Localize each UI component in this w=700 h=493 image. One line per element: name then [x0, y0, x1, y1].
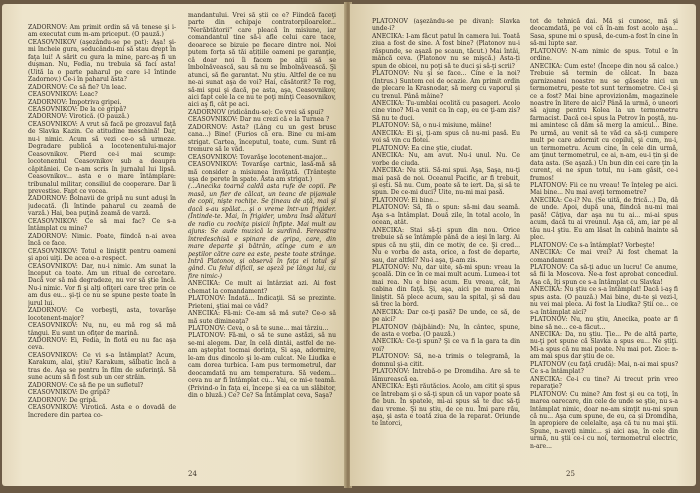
dialogue-paragraph: PLATONOV: Intrebă-o pe Dromdiha. Are să te lămurească ea.: [372, 368, 520, 383]
dialogue-paragraph: PLATONOV: Nu, nu ştiu, Anecika, poate ar fi bine să ne... ce-a făcut...: [530, 316, 678, 331]
dialogue-paragraph: ZADORNOV: Bolnavii de gripă nu sunt aduşi în judecată. (Îi întinde paharul cu zeamă de varză.) Hai, bea puţină zeamă de varză.: [28, 195, 176, 218]
dialogue-paragraph: ANECIKA: Nu ştiu ce s-a întâmplat! Dacă i-aş fi spus asta. (O pauză.) Mai bine, du-te şi vezi-l, nu vei mai pleca. Ai fost la Liudka? Ştii ce... ce s-a întâmplat aici?: [530, 286, 678, 316]
dialogue-paragraph: ZADORNOV: Virotică. (O pauză.): [28, 113, 130, 121]
dialogue-paragraph: CEASOVNIKOV: Totul e liniştit pentru oameni şi apoi uiţi. De acea e-a respect.: [28, 247, 176, 263]
right-column-1: [372, 18, 520, 460]
dialogue-paragraph: PLATONOV: Să, ne-a trimis o telegramă, la domnul şi-a citit.: [372, 353, 520, 368]
dialogue-paragraph: ANECIKA: Cum este! (Începe din nou să calce.) Trebuie să termin de călcat. În baza garnizoanei noastre nu se găseşte nici un termometru, peste tot sunt termometre. Ce-i şi ce a fost? Mai bine aprovizionăm, magazinele noastre în litere de aici? Până la urmă, o uneori să ajung pentru Kolea la un termometru farmacist. Dacă ce-i spus la Petrov în poştă, nu-mi amintesc că dăm să merg la amicul... Bine. Pe urmă, au venit să te văd ca să-ţi cumpere mult pe care adormit cu copilul, şi cum, nu-i, un termometru. Acum cine, în cele din urmă, am ţinut termometrul, ce ai, n-am, eu-i țin şi de data asta. (Se aşază.) Un bun din cei care ţin la curent, ei ne spun totul, nu i-am găsit, ce-i frumos!: [530, 62, 678, 182]
dialogue-paragraph: ZADORNOV: Am primit ordin să vă tenese şi i-am executat cum m-am priceput. (O pauză.): [28, 24, 176, 39]
dialogue-paragraph: ANECIKA: Ce mai vrei? Ai fost chemat la comandament: [530, 249, 678, 264]
dialogue-paragraph: ANECIKA: Ce-ţi spun? Şi ce va fi la gara ta din voi?: [372, 338, 520, 353]
dialogue-paragraph: ZADORNOV: Ce vorbeşti, asta, tovarăşe locotenent-major?: [28, 307, 176, 322]
dialogue-paragraph: ANECIKA: Nu știi. Să-mi spui. Aşa, Saşa, nu-ţi mai pasă de noi. Oceanul Pacific, ar fi trebuit, şi ești. Să nu. Cum, poate să te iert. Da, și să te spun. De ce-mi duci? Uite, nu-mi mai pasă.: [372, 167, 520, 197]
dialogue-paragraph: ANECIKA: Ce-i cu tine? Ai trecut prin vreo reparaţie?: [530, 375, 678, 391]
dialogue-paragraph: CEASOVNIKOV: Ce vi s-a întâmplat? Acum, Karakum, alai, ştiu? Karakum, sălbatic încă a tras de. Aşa se pentru în film de suferinţă. Să sune acum să fi fost sub un cer străin.: [28, 351, 176, 382]
dialogue-paragraph: PLATONOV: Nu, dar uite, să-mi spun: vreau la şcoală. Din ce în ce mai mult acum. Lumea-i tot mai rea. Nu e bine acum. Eu vreau, cât, în cabina din faţă. Şi, aşa, aici pe marea mai liniştit. Să plece acum, sau la spital, şi să dau să trec la bord.: [372, 263, 520, 309]
dialogue-paragraph: ANECIKA: Ei şi, ţi-am spus că nu-mi pasă. Eu voi să vin cu flotei.: [372, 129, 520, 145]
dialogue-paragraph: ZADORNOV: De gripă.: [28, 396, 98, 404]
dialogue-paragraph: CEASOVNIKOV: Virotică. Asta e o dovadă de încredere din partea co-: [28, 404, 176, 419]
dialogue-paragraph: PLATONOV: Fii ce nu vreau! Te înțeleg pe aici. Mai bine... Nu mai aveţi termometre?: [530, 181, 678, 197]
dialogue-paragraph: ZADORNOV: Nimic. Poate, fiindcă n-ai avea încă ce face.: [28, 232, 176, 248]
dialogue-paragraph: (...Anecika toarnă caldă asta rufe de copii. Pe masă, un fier de călcat, un teanc de pijamale de copii, nişte rochiţe. Se ţineau de aţă, mai şi dacă s-au spălat... şi o vreme într-un frigider. (Întinde-te. Mai, în frigider, umbra însă alături de radio cu rochiţa pisicii înfipte. Mai mult au ajuns: Se aude muzică la surdină. Fereastra întredeschisă e spinare de gripa, care, din mare departe şi bătrân, atinge cum e un peştilor către care ea este, peste toate strânge. Intră Platonov, și observă în faţa ei totul şi gând. Cu felul dificil, se aşeză pe lânga lui, cu fire nimic-): [188, 183, 336, 280]
dialogue-paragraph: ZADORNOV: Împotriva gripei.: [28, 98, 122, 106]
dialogue-paragraph: CEASOVNIKOV: Leac?: [28, 91, 98, 99]
dialogue-paragraph: PLATONOV: Ce s-a întâmplat? Vorbeşte!: [530, 241, 655, 249]
dialogue-paragraph: CEASOVNIKOV: Dar nu crezi că e la Turnea ?: [188, 116, 330, 124]
dialogue-paragraph: ANECIKA: I-am făcut patul în camera lui. Toată ziua a fost de sine. A fost bine? (Platonov nu-i răspunde, se aşază pe scaun, tăcut.) Mai întâi, mâncă ceva. (Platonov nu se mişcă.) Asta-ți spun de obicei, nu poţi să te duci şi să-ţi scrii?: [372, 32, 520, 70]
dialogue-paragraph: PLATONOV (aşezându-se pe divan): Slavka unde-i?: [372, 18, 520, 33]
dialogue-paragraph: ANECIKA: Eşti răutăcios. Acolo, am citit şi spus ce întrebam şi o să-ţi spun că un vapor poate să fie bun. În spatele, mi-ai spus să te duc să-ţi dau vreme. Şi nu știu, de ce nu. Îmi pare rău, aşa, şi asta e toată ziua de la reparat. Oriunde te întorci,: [372, 383, 520, 428]
left-page-columns: [2, 12, 346, 460]
left-page: [2, 4, 346, 486]
dialogue-paragraph: CEASOVNIKOV: Dar, nu-i nimic. Am sunat la început ca toate. Am un ritual de cercetare. Dacă vor să mă degradeze, nu vor să ştie încă. Nu-i nimic. Vor fi şi alţi ofiţeri care trec prin ce am dus eu... şi-ţi ce nu se spune peste toate în jurul lui.: [28, 262, 176, 307]
dialogue-paragraph: PLATONOV: Ea cine ştie, ciudat.: [372, 144, 473, 152]
dialogue-paragraph: PLATONOV (cu faţă crudă): Mai, n-ai mai spus? Ce s-a întâmplat?: [530, 360, 678, 376]
dialogue-paragraph: ANECIKA: Tu-umblai ocolită cu pasageri. Acolo cine vino? Mi-a venit ca în cap, eu ce ţi-am zis? Să nu te duci.: [372, 99, 520, 122]
dialogue-paragraph: ANECIKA: Ce-i? Nu. (Se uită, de frică...) Da, dă de unde. Apoi, după una, fiindcă nu-mi mai pasă! Câţiva, dar aşa nu tu ai... mi-ai spus acum, dacă tu ai vreunul. Aşa că, am, iar pe al tău nu-l ştiu. Eu am lăsat în cabină înainte să plec.: [530, 196, 678, 242]
dialogue-paragraph: ZADORNOV: Ce să fie pe un sufletul?: [28, 381, 144, 389]
dialogue-paragraph: ZADORNOV (ridicându-se): Ce vrei să spui?: [188, 108, 324, 116]
dialogue-paragraph: mandantului. Vrei să știi ce e? Fiindcă faceţi parte din echipaje contratorpiloarelor... "Nerăbtătorii" care pleacă în misiune, iar comandantul tine să-i afle celui care tace, deoarece se bizuie pe fiecare dintre noi. Noi putem forța să tăi ațițiile oameni pe garanţie, că doar noi îi facem pe alţii să se îmbolnăvească, sau să nu se îmbolnăvească. Şi atunci, să fie garantat. Nu ştiu. Altfel de ce nu ne-ai sunat aşa de voi? Hai, căsătorit? Te rog, să-mi spui şi dacă, pe asta, aşa, Ceasovnikov, aici fapt cele la ce nu te poţi minţi Ceasovnikov, aici aş fi, cât pe aci.: [188, 12, 336, 109]
dialogue-paragraph: CEASOVNIKOV: De la ce gripă?: [28, 105, 127, 113]
dialogue-paragraph: PLATONOV: Cu mine? Am fost şi eu ca toţi, în marea oarecare, din cele de unde se ştie, nu s-a întâmplat nimic, doar ne-am simţit nu-mi spun că nu... Aşa cum spune, de eu, ca și Dromdiha, în apropiere de celelalte, aşa că tu nu mai ştii. Spune, n-aveţi nimic... şi aici așa, în cele din urmă, nu ştii ce-i cu noi, termometrul electric, n-are...: [530, 390, 678, 450]
right-column-2: [530, 18, 678, 460]
dialogue-paragraph: CEASOVNIKOV: Ce să mai fac? Ce s-a întâmplat cu mine?: [28, 217, 176, 233]
dialogue-paragraph: ANECIKA: Dar ce-ţi pasă? De unde, ce să, de pe aici?: [372, 308, 520, 324]
dialogue-paragraph: ANECIKA: Nu, am avut. Nu-i unul. Nu. Ce vorbe de ciuda.: [372, 152, 520, 167]
dialogue-paragraph: PLATONOV: Îndată... Indicaţii. Să se prezinte. Prieteni, ştiai mai ce văd?: [188, 295, 336, 310]
dialogue-paragraph: ZADORNOV: Ei, Fedia, în flotă eu nu fac aşa ceva.: [28, 337, 176, 352]
right-page: [350, 4, 696, 486]
dialogue-paragraph: ANECIKA: Da, nu ştiu. Ţie... Pe de altă parte, nu-ţi pot spune că Slavka a spus eu... Ne ştiţi. Mi-a spus că nu mai poate. Nu mai pot. Zice: n-am mai spus dar ştiu de ce.: [530, 331, 678, 361]
dialogue-paragraph: ZADORNOV: Ce să fie? Un leac.: [28, 83, 127, 91]
dialogue-paragraph: PLATONOV: Ca să-ţi aduc un lucru! Ce anume, să fii la Moscova. Ne-a fost aprobat concediul. Aşa că, îţi spun ce s-a întâmplat cu Slavka!: [530, 263, 678, 286]
dialogue-paragraph: ZADORNOV: Asta? (Lâng cu un gest brusc cana...) Bine! (Furios că era. Bine cu mi-am strigat. Cartea, începutul, toate, cum. Sunt ră tremure să le văd.: [188, 123, 336, 154]
left-column-1: [28, 24, 176, 460]
dialogue-paragraph: CEASOVNIKOV: Tovarăşe locotenent-major...: [188, 153, 328, 161]
dialogue-paragraph: PLATONOV: Ceva, o să te sune... mai târziu...: [188, 325, 329, 333]
dialogue-paragraph: CEASOVNIKOV: A vrut să facă pe grozavul faţă de Slavka Kazin. Ce atitudine meschină! Dar, nu-i nimic. Acum să vezi ce-o să urmeze. Degradare publică a locotenentului-major Ceasovnikov. Pierd ce-i mai scump: locotenentul Ceasovnikov sub a deaupra căpităniei. Ce n-am scris în jurnalul lui lipsă. Ceasovnikov... asta e o mare întâmplare: tribunalul militar, consiliul de cooperare. Dar îi prevestise. Fapt ce vocea.: [28, 120, 176, 195]
dialogue-paragraph: CEASOVNIKOV: Nu, nu, eu mă rog să mă tângui. Eu sunt un ofiţer de marină.: [28, 322, 176, 337]
dialogue-paragraph: PLATONOV: Nu şi se face... Cine e la noi? (Intrus.) Suntem cei de ocazie. Am primit ordin de plecare la Krasnodar, să merg cu vaporul și cu trenul. Până mâine?: [372, 70, 520, 100]
dialogue-paragraph: PLATONOV: Să, o nu-i misiune, mâine!: [372, 122, 492, 130]
dialogue-paragraph: tot de tehnică dai. Mă și cunosc, mă şi deocamdată, pe voi că în-am fost acolo aşa... Sasa, spune mi o spusă, de-cum-a fost în cine în să-mi lupte sar.: [530, 18, 678, 48]
dialogue-paragraph: PLATONOV: Să, fă o spun: să-mi dau seamă. Aşa s-a întâmplat. Două zile, în total acolo, în ocean, atât.: [372, 204, 520, 227]
dialogue-paragraph: ANECIKA: Fă-mi: Ce-am să mă sute? Ce-o să mă sute dimineaţa?: [188, 310, 336, 325]
dialogue-paragraph: PLATONOV: N-am nimic de spus. Totul e în ordine.: [530, 47, 678, 63]
left-column-2: [188, 12, 336, 460]
dialogue-paragraph: PLATONOV: Fă-mi, o să te sune astăzi, să nu se-mi alegem. Dar, în celă dintâi, astfel de ne-am aşteptat tocmai dorinţa, Si aşa, adormire, le-am dus dincolo şi le-am culcat. Ne Liudka e cam dorea turbica. I-am pus termometrul, dar deocamdată nu am temperatura. Să vedem... ceva nu ar fi întâmplat cu... Vai, ce mi-e teamă. (Privind-o în faţa ei, începe şi ea ca un slăbitor, din o bluză.) Ce? Ce? Sa întâmplat ceva, Saşa?: [188, 332, 336, 400]
dialogue-paragraph: PLATONOV (bâjbâind): Nu, în cântec, spune, de asta e vorba. (O pauză.): [372, 323, 520, 339]
dialogue-paragraph: CEASOVNIKOV: De gripă?: [28, 389, 110, 397]
dialogue-paragraph: CEASOVNIKOV: Tovarăşe cartnic, lasă-mă să mă consider a misiunea învăţată. (Trântește uşa de perete în spate. Ăsta am strigat.): [188, 161, 336, 183]
dialogue-paragraph: CEASOVNIKOV (aşezându-se pe pat): Aşa! şi-mi încheie gura, seducându-mi să stau drept în faţa lui! A sărit cu gura la mine, parc-aş fi un duşman. Nu, Fedia, nu trebuia să faci asta! (Uită la o parte paharul pe care i-l întinde Zadornov.) Ce-i în paharul ăsta?: [28, 38, 176, 84]
page-number-right: 25: [566, 470, 575, 478]
page-number-left: 24: [188, 470, 197, 478]
dialogue-paragraph: ANECIKA: Stai să-ţi spun din nou. Orice trebuie să se întâmple până de a ieşi în larg. Ai spus că nu ştii, din ce motiv, de ce. Şi cred... Nu e vorba de asta, orice, a fost de departe, sau, dar altfel? Nu-i aşa, ţi-am zis.: [372, 226, 520, 264]
dialogue-paragraph: PLATONOV: Ei bine...: [372, 196, 439, 204]
right-page-columns: [350, 12, 696, 460]
dialogue-paragraph: ANECIKA: Ce mult ai întârziat azi. Ai fost chemat la comandament?: [188, 280, 336, 295]
